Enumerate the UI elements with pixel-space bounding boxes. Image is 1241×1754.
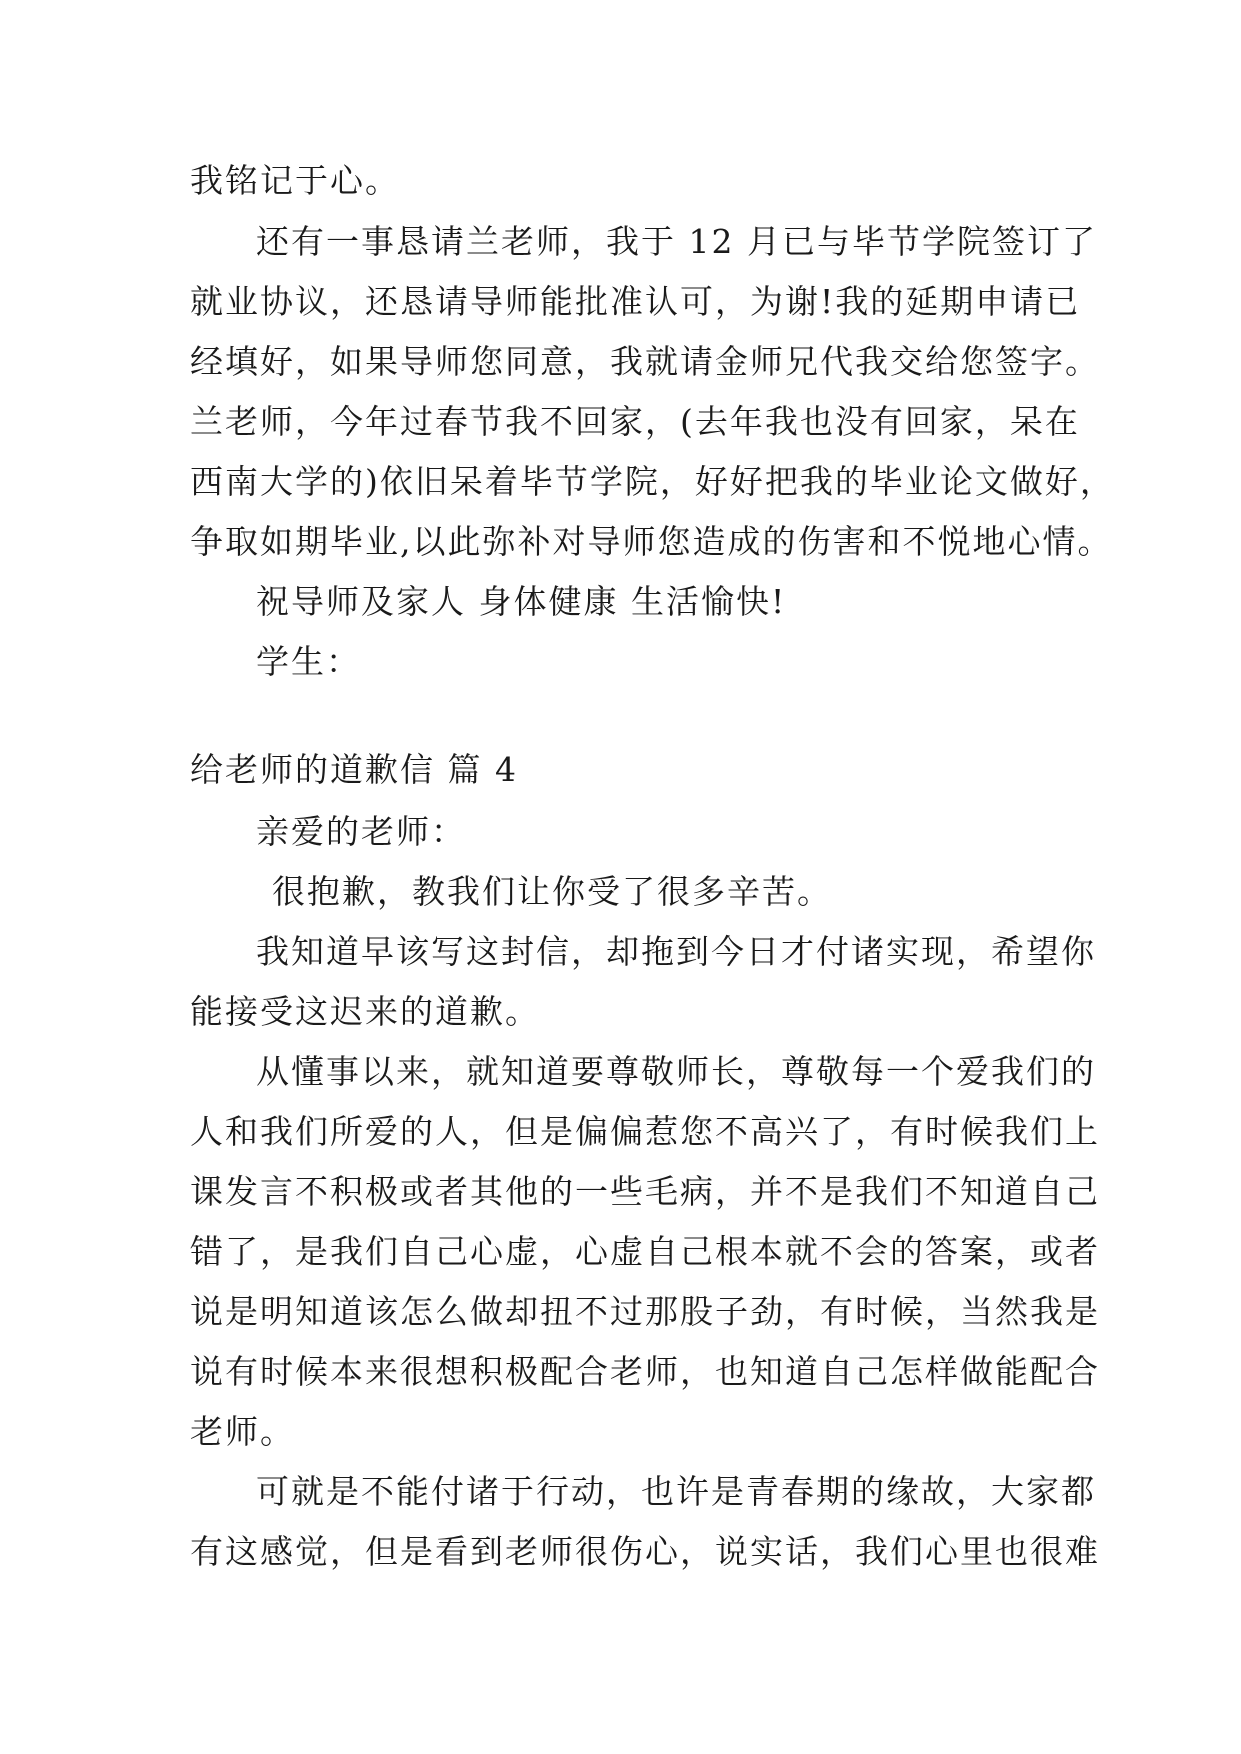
text-line: 我铭记于心。 [190, 161, 400, 200]
text-line: 西南大学的)依旧呆着毕节学院，好好把我的毕业论文做好， [190, 462, 1115, 501]
text-line: 课发言不积极或者其他的一些毛病，并不是我们不知道自己 [190, 1172, 1100, 1211]
text-line: 能接受这迟来的道歉。 [190, 992, 540, 1031]
text-line: 争取如期毕业,以此弥补对导师您造成的伤害和不悦地心情。 [190, 522, 1113, 561]
text-line: 经填好，如果导师您同意，我就请金师兄代我交给您签字。 [190, 342, 1100, 381]
text-line: 错了，是我们自己心虚，心虚自己根本就不会的答案，或者 [190, 1232, 1100, 1271]
text-line: 说是明知道该怎么做却扭不过那股子劲，有时候，当然我是 [190, 1292, 1100, 1331]
closing-wish: 祝导师及家人 身体健康 生活愉快! [256, 582, 787, 621]
text-line: 很抱歉，教我们让你受了很多辛苦。 [272, 872, 832, 911]
text-line: 人和我们所爱的人，但是偏偏惹您不高兴了，有时候我们上 [190, 1112, 1100, 1151]
signature-label: 学生： [256, 642, 361, 681]
text-line: 就业协议，还恳请导师能批准认可，为谢!我的延期申请已 [190, 282, 1081, 321]
text-line: 说有时候本来很想积极配合老师，也知道自己怎样做能配合 [190, 1352, 1100, 1391]
text-line: 从懂事以来，就知道要尊敬师长，尊敬每一个爱我们的 [256, 1052, 1096, 1091]
text-line: 我知道早该写这封信，却拖到今日才付诸实现，希望你 [256, 932, 1096, 971]
section-title: 给老师的道歉信 篇 4 [190, 750, 518, 789]
text-line: 有这感觉，但是看到老师很伤心，说实话，我们心里也很难 [190, 1532, 1100, 1571]
text-line: 可就是不能付诸于行动，也许是青春期的缘故，大家都 [256, 1472, 1096, 1511]
text-line: 还有一事恳请兰老师，我于 12 月已与毕节学院签订了 [256, 222, 1097, 261]
text-line: 老师。 [190, 1412, 295, 1451]
text-line: 兰老师，今年过春节我不回家，(去年我也没有回家，呆在 [190, 402, 1080, 441]
greeting: 亲爱的老师： [256, 812, 466, 851]
